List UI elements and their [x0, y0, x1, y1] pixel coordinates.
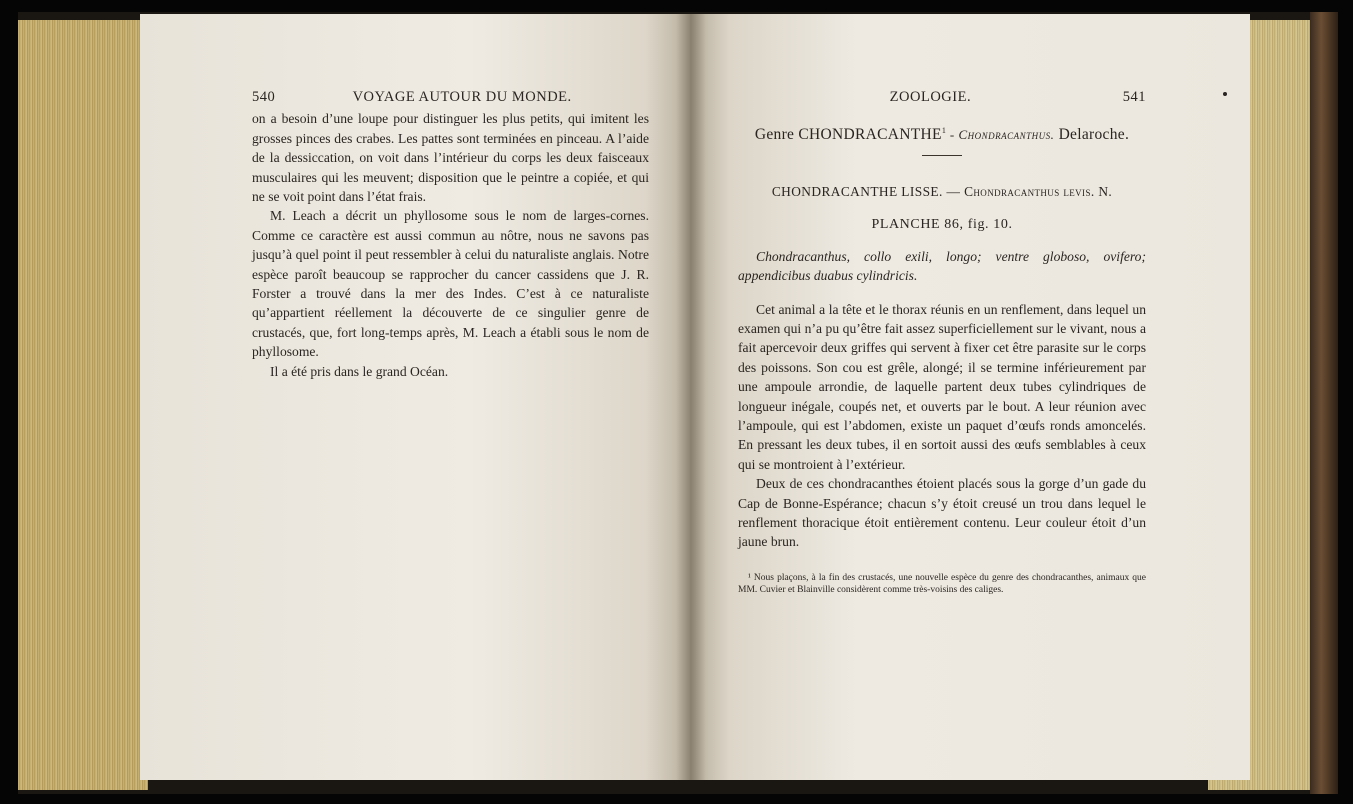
right-paragraph-2: Deux de ces chondracanthes étoient placés sous la gorge d’un gade du Cap de Bonne-Espérance; chacun s’y étoit creusé un trou dans lequel le renflement thoracique étoit entièrement contenu. Leur couleur étoit d’un jaune brun.: [738, 476, 1146, 550]
footnote: ¹ Nous plaçons, à la fin des crustacés, une nouvelle espèce du genre des chondracanthes, animaux que MM. Cuvier et Blainville considèrent comme très-voisins des caliges.: [738, 572, 1146, 596]
right-running-head: [738, 88, 1146, 107]
ink-mark: [1223, 92, 1227, 96]
book-cover-right: [1310, 12, 1338, 794]
left-page-number: 540: [252, 89, 276, 105]
species-diagnosis: Chondracanthus, collo exili, longo; ventre globoso, ovifero; appendicibus duabus cylindricis.: [738, 248, 1146, 284]
book-gutter: [676, 14, 706, 780]
left-paragraph-1: on a besoin d’une loupe pour distinguer les plus petits, qui imitent les grosses pinces des crabes. Les pattes sont terminées en pinceau. A l’aide de la dessiccation, on voit dans l’intérieur du corps les deux faisceaux musculaires qui les meuvent; disposition que le peintre a copiée, et qui ne se voit point dans l’état frais.: [252, 111, 649, 205]
right-page-text: [738, 88, 1146, 606]
left-page-text: [252, 88, 649, 381]
species-title: CHONDRACANTHE LISSE.: [771, 183, 943, 199]
page-edges-left: [18, 20, 148, 790]
genus-author: Delaroche.: [1054, 126, 1130, 144]
right-running-title: ZOOLOGIE.: [889, 89, 972, 105]
genus-prefix: Genre: [754, 126, 799, 144]
section-rule: [922, 155, 962, 156]
left-paragraph-2: M. Leach a décrit un phyllosome sous le nom de larges-cornes. Comme ce caractère est aussi commun au nôtre, nous ne savons pas jusqu’à quel point il peut ressembler à celui du naturaliste anglais. Notre espèce paroît beaucoup se rapprocher du cancer cassidens que J. R. Forster a trouvé dans la mer des Indes. C’est à ce naturaliste qu’appartient réellement la découverte de ce singulier genre de crustacés, que, fort long-temps après, M. Leach a établi sous le nom de phyllosome.: [252, 208, 649, 360]
species-heading: [738, 182, 1146, 201]
species-dash: —: [942, 183, 965, 199]
genus-footnote-mark: 1: [941, 126, 947, 136]
right-paragraph-1: Cet animal a la tête et le thorax réunis en un renflement, dans lequel un examen qui n’a pu qu’être fait assez superficiellement sur le vivant, nous a fait apercevoir deux griffes qui servent à fixer cet être parasite sur le corps des poissons. Son cou est grêle, alongé; il se termine inférieurement par une ampoule arrondie, de laquelle partent deux tubes cylindriques de longueur inégale, coupés net, et ouverts par le bout. A leur réunion avec l’ampoule, qui est l’abdomen, existe un paquet d’œufs ronds amoncelés. En pressant les deux tubes, il en sortoit aussi des œufs semblables à ceux qui se montroient à l’extérieur.: [738, 301, 1146, 472]
genus-latin: - Chondracanthus.: [946, 127, 1055, 143]
right-page-number: 541: [1122, 89, 1146, 105]
plate-reference: PLANCHE 86, fig. 10.: [871, 217, 1013, 233]
species-latin: Chondracanthus levis. N.: [964, 183, 1113, 199]
left-running-title: VOYAGE AUTOUR DU MONDE.: [352, 89, 572, 105]
left-paragraph-3: Il a été pris dans le grand Océan.: [270, 363, 449, 379]
genus-heading: [738, 121, 1146, 145]
left-running-head: [252, 88, 649, 107]
genus-name: CHONDRACANTHE: [798, 126, 942, 144]
